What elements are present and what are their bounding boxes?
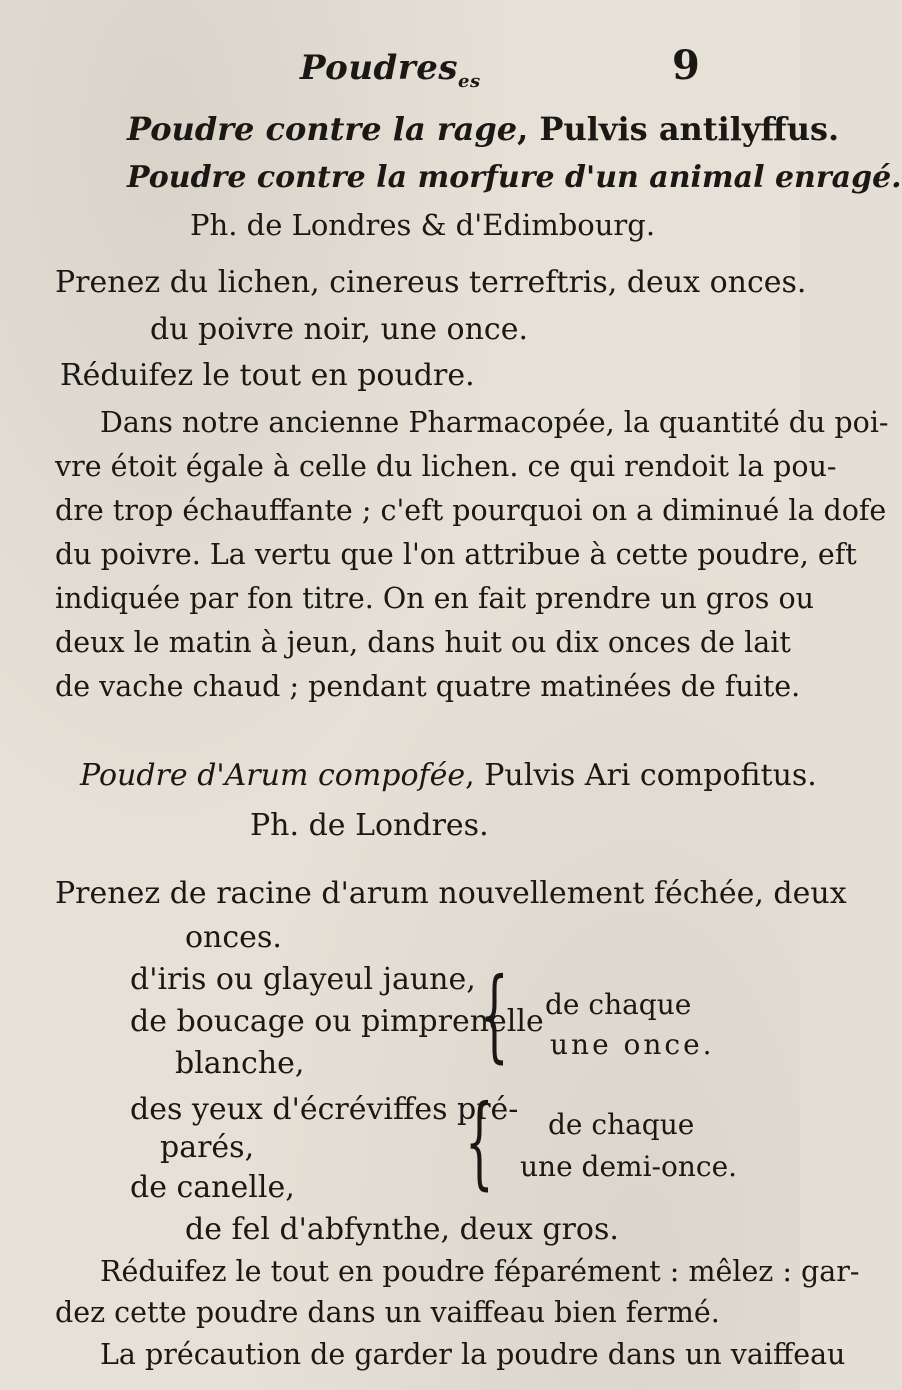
- group1-quantity: une once.: [550, 1028, 715, 1061]
- section1-recipe-line: Réduifez le tout en poudre.: [60, 358, 475, 393]
- section2-recipe-line: Prenez de racine d'arum nouvellement féchée, deux: [55, 876, 847, 911]
- section1-subtitle: Poudre contre la morfure d'un animal enragé.: [127, 160, 902, 195]
- section1-body-line: vre étoit égale à celle du lichen. ce qui rendoit la pou-: [55, 450, 837, 483]
- page-number: 9: [672, 42, 700, 89]
- section1-body-line: deux le matin à jeun, dans huit ou dix onces de lait: [55, 626, 791, 659]
- section1-body-line: dre trop échauffante ; c'eft pourquoi on a diminué la dofe: [55, 494, 887, 527]
- section1-recipe-line: du poivre noir, une once.: [150, 312, 529, 347]
- group1-quantity: de chaque: [545, 988, 692, 1021]
- group1-item: blanche,: [175, 1046, 305, 1081]
- brace-group1: {: [480, 956, 509, 1073]
- section2-body-line: Réduifez le tout en poudre féparément : mêlez : gar-: [100, 1255, 860, 1288]
- group2-quantity: de chaque: [548, 1108, 695, 1141]
- section1-recipe-line: Prenez du lichen, cinereus terreftris, deux onces.: [55, 265, 807, 300]
- group2-item: parés,: [160, 1130, 255, 1165]
- section1-body-line: de vache chaud ; pendant quatre matinées de fuite.: [55, 670, 801, 703]
- group1-item: de boucage ou pimprenelle: [130, 1004, 544, 1039]
- section2-recipe-line: de fel d'abfynthe, deux gros.: [185, 1212, 619, 1247]
- section1-body-line: Dans notre ancienne Pharmacopée, la quantité du poi-: [100, 406, 889, 439]
- section1-body-line: du poivre. La vertu que l'on attribue à cette poudre, eft: [55, 538, 857, 571]
- section2-body-line: dez cette poudre dans un vaiffeau bien fermé.: [55, 1296, 720, 1329]
- section2-body-line: La précaution de garder la poudre dans un vaiffeau: [100, 1338, 846, 1371]
- section1-source: Ph. de Londres & d'Edimbourg.: [190, 208, 656, 242]
- brace-group2: {: [465, 1083, 494, 1200]
- group2-item: de canelle,: [130, 1170, 295, 1205]
- section1-body-line: indiquée par fon titre. On en fait prendre un gros ou: [55, 582, 814, 615]
- section2-recipe-line: onces.: [185, 920, 282, 955]
- group2-item: des yeux d'écréviffes pré-: [130, 1092, 519, 1127]
- section1-title: Poudre contre la rage, Pulvis antilyffus.: [127, 110, 840, 148]
- running-head-title: Poudres$_{es}$: [300, 48, 481, 92]
- section2-source: Ph. de Londres.: [250, 808, 489, 843]
- group1-item: d'iris ou glayeul jaune,: [130, 962, 476, 997]
- section2-title: Poudre d'Arum compofée, Pulvis Ari compofitus.: [80, 758, 817, 793]
- group2-quantity: une demi-once.: [520, 1150, 738, 1183]
